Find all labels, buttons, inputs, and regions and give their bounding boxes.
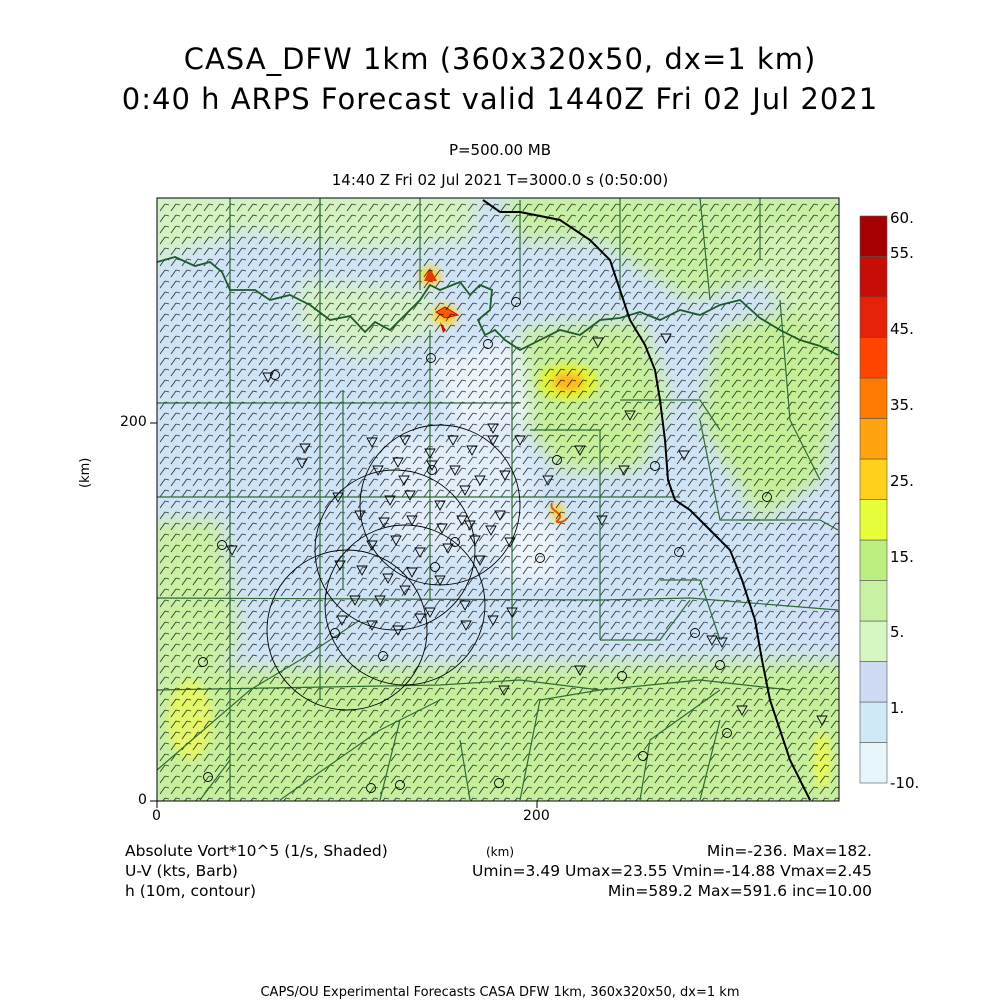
colorbar <box>860 216 887 783</box>
legend-wind-barb: U-V (kts, Barb) <box>125 862 238 880</box>
colorbar-label-0: 60. <box>890 209 914 227</box>
legend-height-contour: h (10m, contour) <box>125 882 257 900</box>
colorbar-label-5: 15. <box>890 548 914 566</box>
colorbar-swatch <box>860 621 887 662</box>
height-min-max: Min=589.2 Max=591.6 inc=10.00 <box>607 882 872 900</box>
colorbar-label-8: -10. <box>890 774 920 792</box>
legend-vorticity: Absolute Vort*10^5 (1/s, Shaded) <box>125 842 388 860</box>
x-axis-label: (km) <box>486 845 515 859</box>
colorbar-label-2: 45. <box>890 320 914 338</box>
colorbar-swatch <box>860 419 887 460</box>
colorbar-swatch <box>860 257 887 298</box>
title-line-2: 0:40 h ARPS Forecast valid 1440Z Fri 02 Jul 2021 <box>121 82 879 116</box>
y-tick-0: 0 <box>138 792 147 808</box>
colorbar-label-1: 55. <box>890 244 914 262</box>
colorbar-swatch <box>860 459 887 500</box>
colorbar-swatch <box>860 743 887 784</box>
colorbar-swatch <box>860 702 887 743</box>
x-tick-200: 200 <box>523 808 550 824</box>
vorticity-shading <box>150 190 850 810</box>
wind-component-range: Umin=3.49 Umax=23.55 Vmin=-14.88 Vmax=2.45 <box>472 862 872 880</box>
y-axis-label: (km) <box>78 457 93 488</box>
colorbar-swatch <box>860 662 887 703</box>
footer-credit: CAPS/OU Experimental Forecasts CASA DFW 1km, 360x320x50, dx=1 km <box>260 985 740 1000</box>
colorbar-swatch <box>860 500 887 541</box>
colorbar-label-4: 25. <box>890 472 914 490</box>
colorbar-label-6: 5. <box>890 623 905 641</box>
colorbar-swatch <box>860 338 887 379</box>
colorbar-swatch <box>860 540 887 581</box>
vorticity-min-max: Min=-236. Max=182. <box>706 842 872 860</box>
y-tick-200: 200 <box>120 414 147 430</box>
colorbar-swatch <box>860 581 887 622</box>
colorbar-label-7: 1. <box>890 699 905 717</box>
pressure-level: P=500.00 MB <box>448 141 552 159</box>
colorbar-swatch <box>860 216 887 257</box>
title-line-1: CASA_DFW 1km (360x320x50, dx=1 km) <box>183 42 817 76</box>
colorbar-swatch <box>860 378 887 419</box>
colorbar-label-3: 35. <box>890 396 914 414</box>
colorbar-swatch <box>860 297 887 338</box>
valid-time-line: 14:40 Z Fri 02 Jul 2021 T=3000.0 s (0:50:00) <box>331 171 669 189</box>
x-tick-0: 0 <box>152 808 161 824</box>
